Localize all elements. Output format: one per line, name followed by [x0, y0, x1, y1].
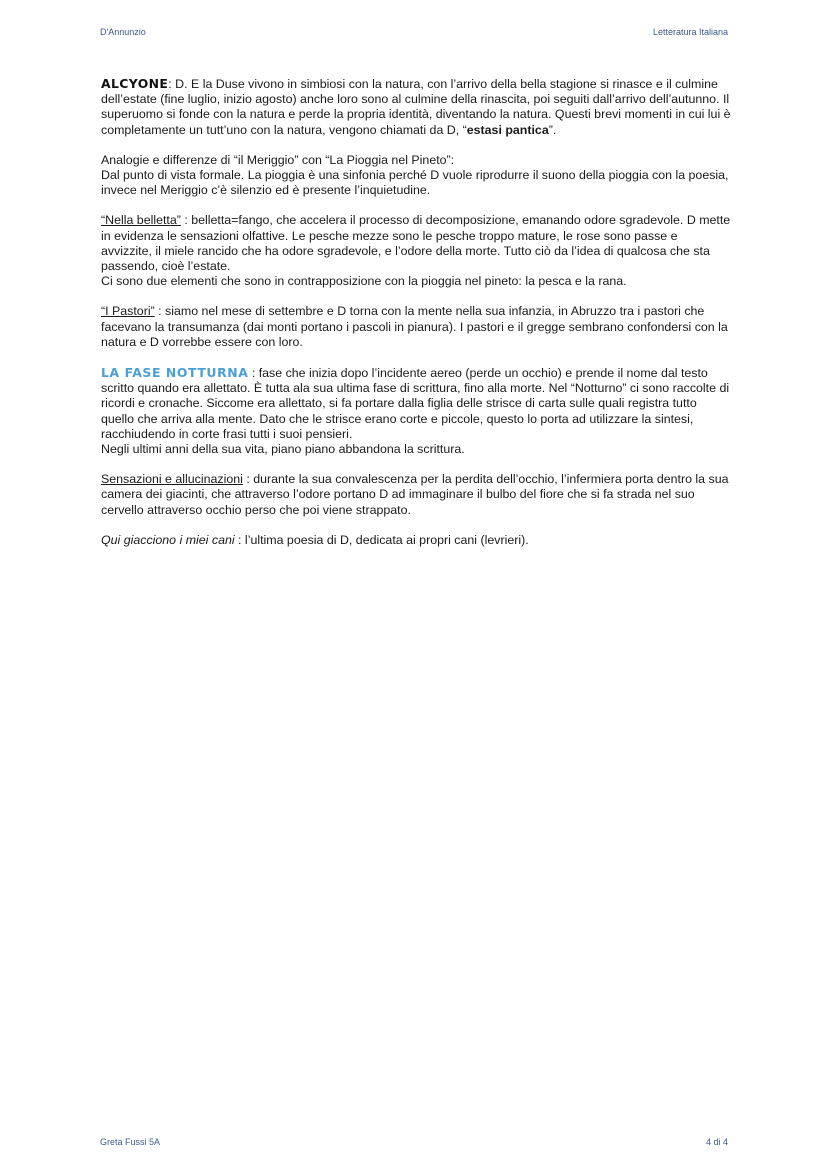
notturna-text: : fase che inizia dopo l’incidente aereo (perde un occhio) e prende il nome dal testo scritto quando era allettato. È tutta ala sua ultima fase di scrittura, fino alla morte. Nel “Notturno” ci sono raccolte di ricordi e cronache. Siccome era allettato, si fa portare dalla figlia delle strisce di carta sulle quali registra tutto quello che arriva alla mente. Dato che le strisce erano corte e piccole, questo lo porta ad utilizzare la sintesi, racchiudendo in corte frasi tutti i suoi pensieri.: [101, 366, 730, 441]
running-footer: [100, 1137, 728, 1147]
cani-text: : l’ultima poesia di D, dedicata ai propri cani (levrieri).: [234, 532, 529, 547]
paragraph-sensazioni: [101, 472, 731, 518]
analogie-text: Dal punto di vista formale. La pioggia è una sinfonia perché D vuole riprodurre il suono della pioggia con la poesia, invece nel Meriggio c’è silenzio ed è presente l’inquietudine.: [101, 168, 729, 198]
paragraph-analogie: [101, 153, 731, 199]
belletta-text-2: Ci sono due elementi che sono in contrapposizione con la pioggia nel pineto: la pesca e la rana.: [101, 274, 627, 289]
alcyone-bold-term: estasi pantica: [466, 122, 549, 137]
header-topic: D'Annunzio: [100, 27, 146, 37]
analogie-title: Analogie e differenze di “il Meriggio” con “La Pioggia nel Pineto”:: [101, 152, 455, 167]
page-number: 4 di 4: [705, 1137, 728, 1147]
notturna-text-2: Negli ultimi anni della sua vita, piano piano abbandona la scrittura.: [101, 442, 465, 457]
pastori-text: : siamo nel mese di settembre e D torna con la mente nella sua infanzia, in Abruzzo tra i pastori che facevano la transumanza (dai monti portano i pascoli in pianura). I pastori e il gregge sembrano confondersi con la natura e D vorrebbe essere con loro.: [101, 304, 728, 349]
header-subject: Letteratura Italiana: [652, 27, 728, 37]
pastori-title: “I Pastori”: [101, 304, 155, 319]
alcyone-heading: ALCYONE: [101, 76, 169, 91]
document-body: [101, 76, 731, 563]
sensazioni-text: : durante la sua convalescenza per la perdita dell’occhio, l’infermiera porta dentro la sua camera dei giacinti, che attraverso l’odore portano D ad immaginare il bulbo del fiore che si fa strada nel suo cervello attraverso occhio perso che poi viene strappato.: [101, 472, 729, 517]
paragraph-alcyone: [101, 76, 731, 138]
notturna-heading: LA FASE NOTTURNA: [101, 365, 249, 381]
paragraph-cani: [101, 533, 731, 548]
running-header: [100, 27, 728, 37]
alcyone-text: : D. E la Duse vivono in simbiosi con la natura, con l’arrivo della bella stagione si rinasce e il culmine dell’estate (fine luglio, inizio agosto) anche loro sono al culmine della rinascita, poi seguiti dall’arrivo dell’autunno. Il superuomo si fonde con la natura e perde la propria identità, diventando la natura. Questi brevi momenti in cui lui è completamente un tutt’uno con la natura, vengono chiamati da D, “: [101, 77, 731, 137]
sensazioni-title: Sensazioni e allucinazioni: [101, 472, 243, 487]
paragraph-pastori: [101, 304, 731, 350]
paragraph-notturna: [101, 365, 731, 457]
paragraph-belletta: [101, 213, 731, 289]
belletta-title: “Nella belletta”: [101, 213, 181, 228]
belletta-text: : belletta=fango, che accelera il processo di decomposizione, emanando odore sgradevole. D mette in evidenza le sensazioni olfattive. Le pesche mezze sono le pesche troppo mature, le rose sono passe e avvizzite, il miele rancido che ha odore sgradevole, e l’odore della morte. Tutto ciò da l’idea di qualcosa che sta passendo, cioè l’estate.: [101, 213, 731, 274]
alcyone-text-end: ”.: [548, 122, 557, 137]
cani-title: Qui giacciono i miei cani: [101, 532, 235, 547]
footer-author: Greta Fussi 5A: [100, 1137, 161, 1147]
